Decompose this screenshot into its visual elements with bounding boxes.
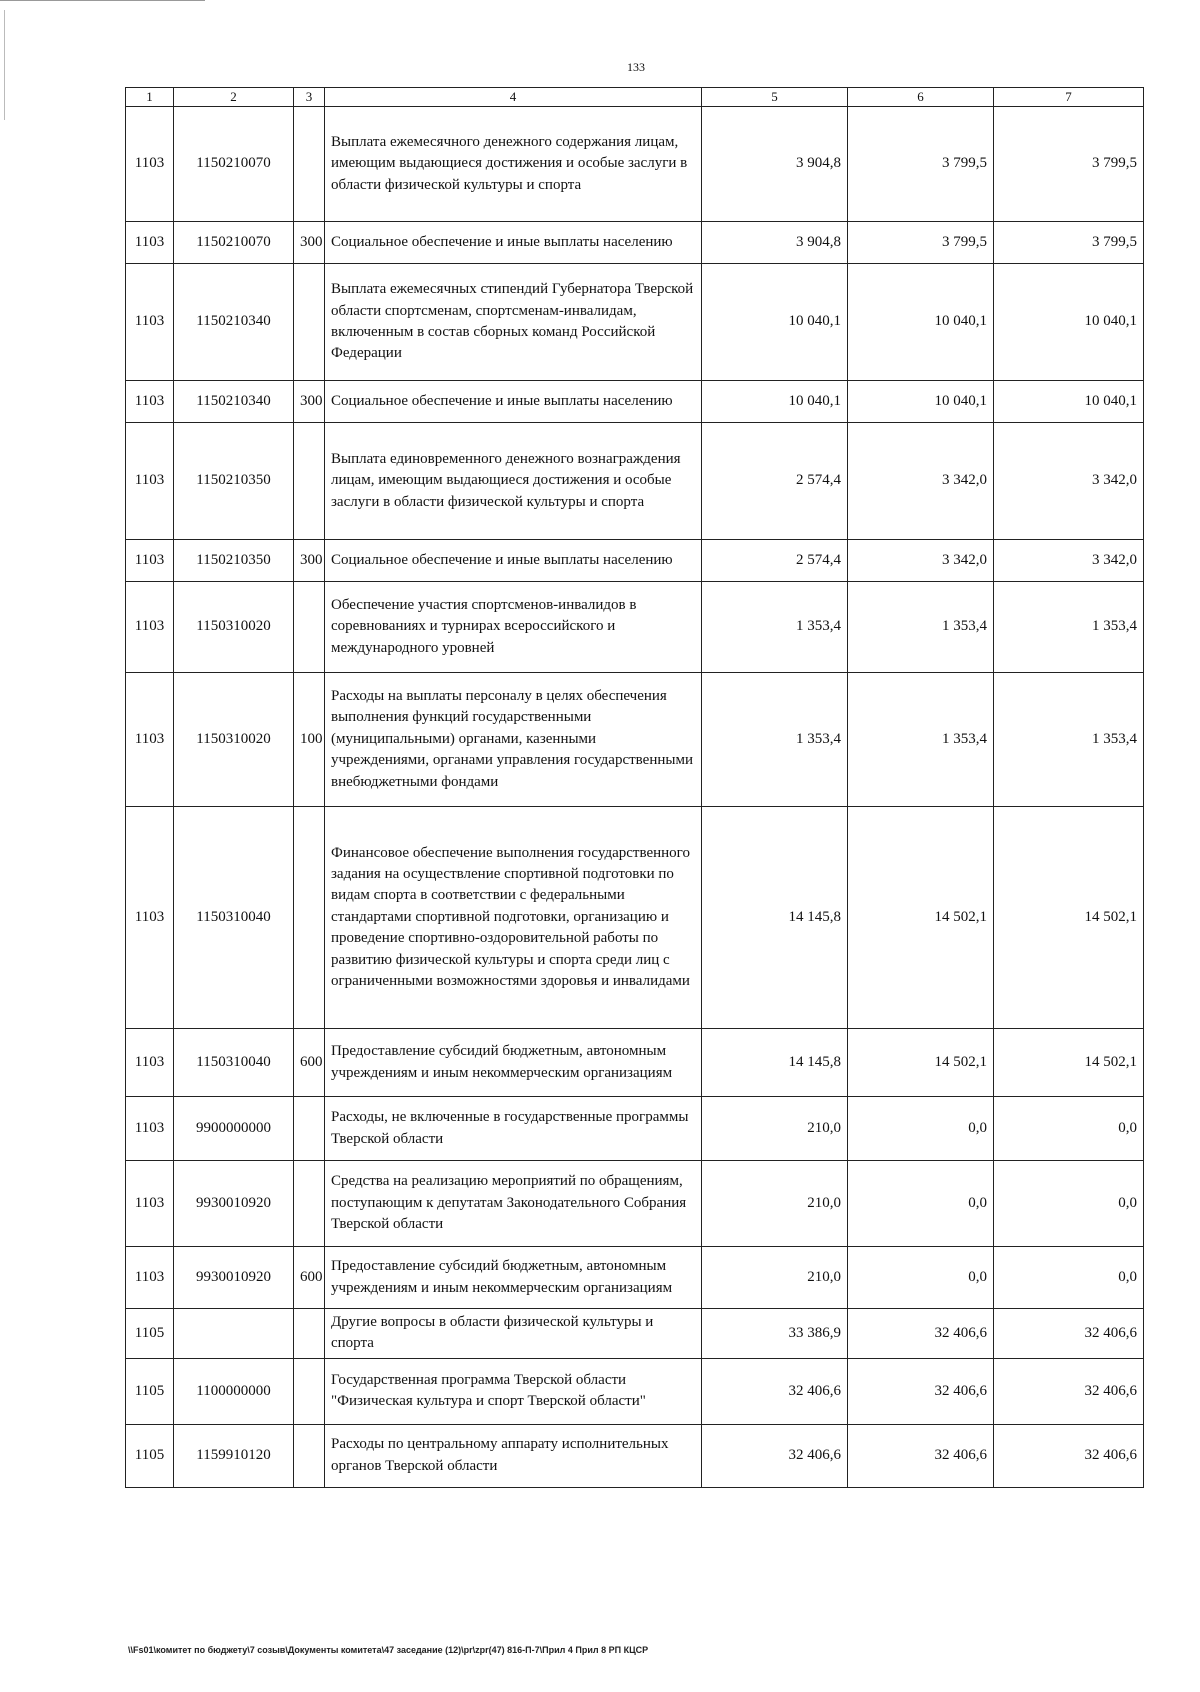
table-row (126, 1358, 1144, 1424)
cell-name: Финансовое обеспечение выполнения государственного задания на осуществление спортивной подготовки по видам спорта в соответствии с федеральными стандартами спортивной подготовки, организацию и проведение спортивно-оздоровительной работы по развитию физической культуры и спорта среди лиц с ограниченными возможностями здоровья и инвалидами (325, 807, 702, 1029)
cell-value-1: 210,0 (702, 1097, 848, 1161)
table-row (126, 381, 1144, 423)
cell-value-2: 32 406,6 (848, 1358, 994, 1424)
scan-edge-line (0, 0, 205, 1)
cell-expense-type (294, 582, 325, 673)
cell-expense-type (294, 1424, 325, 1487)
cell-value-1: 10 040,1 (702, 264, 848, 381)
cell-section: 1103 (126, 1161, 174, 1247)
table-row (126, 1424, 1144, 1487)
cell-value-1: 33 386,9 (702, 1309, 848, 1359)
cell-name: Социальное обеспечение и иные выплаты населению (325, 222, 702, 264)
cell-value-2: 0,0 (848, 1097, 994, 1161)
cell-target-code: 1150310040 (174, 1029, 294, 1097)
table-row (126, 1097, 1144, 1161)
cell-value-3: 10 040,1 (994, 381, 1144, 423)
cell-name: Выплата ежемесячного денежного содержания лицам, имеющим выдающиеся достижения и особые заслуги в области физической культуры и спорта (325, 107, 702, 222)
cell-section: 1103 (126, 540, 174, 582)
cell-expense-type: 300 (294, 222, 325, 264)
table-row (126, 423, 1144, 540)
cell-value-1: 1 353,4 (702, 673, 848, 807)
cell-name: Социальное обеспечение и иные выплаты населению (325, 540, 702, 582)
cell-value-1: 14 145,8 (702, 1029, 848, 1097)
cell-value-3: 1 353,4 (994, 582, 1144, 673)
cell-expense-type (294, 1358, 325, 1424)
cell-value-1: 3 904,8 (702, 107, 848, 222)
cell-section: 1103 (126, 1029, 174, 1097)
cell-value-2: 3 342,0 (848, 423, 994, 540)
cell-value-3: 3 799,5 (994, 107, 1144, 222)
cell-expense-type: 100 (294, 673, 325, 807)
cell-target-code: 1150210070 (174, 107, 294, 222)
cell-expense-type (294, 1309, 325, 1359)
cell-target-code: 1150310020 (174, 582, 294, 673)
cell-section: 1105 (126, 1424, 174, 1487)
cell-target-code: 1150210340 (174, 381, 294, 423)
cell-value-3: 3 342,0 (994, 423, 1144, 540)
cell-expense-type (294, 264, 325, 381)
table-row (126, 222, 1144, 264)
cell-value-1: 2 574,4 (702, 423, 848, 540)
col-header-value-2: 6 (848, 88, 994, 107)
table-row (126, 540, 1144, 582)
footer-file-path: \\Fs01\комитет по бюджету\7 созыв\Документы комитета\47 заседание (12)\pr\zpr(47) 816-П-7\Прил 4 Прил 8 РП КЦСР (128, 1645, 649, 1655)
cell-value-3: 3 342,0 (994, 540, 1144, 582)
cell-value-1: 10 040,1 (702, 381, 848, 423)
cell-value-3: 14 502,1 (994, 807, 1144, 1029)
cell-value-3: 1 353,4 (994, 673, 1144, 807)
cell-target-code: 1150310020 (174, 673, 294, 807)
cell-value-2: 0,0 (848, 1161, 994, 1247)
cell-value-3: 10 040,1 (994, 264, 1144, 381)
page-number: 133 (627, 60, 645, 74)
cell-target-code: 9930010920 (174, 1247, 294, 1309)
col-header-name: 4 (325, 88, 702, 107)
cell-value-1: 210,0 (702, 1247, 848, 1309)
cell-section: 1105 (126, 1358, 174, 1424)
table-row (126, 582, 1144, 673)
table-row (126, 1029, 1144, 1097)
cell-value-2: 3 799,5 (848, 107, 994, 222)
col-header-value-3: 7 (994, 88, 1144, 107)
cell-name: Расходы, не включенные в государственные программы Тверской области (325, 1097, 702, 1161)
cell-section: 1103 (126, 423, 174, 540)
cell-section: 1103 (126, 107, 174, 222)
cell-target-code: 1159910120 (174, 1424, 294, 1487)
cell-expense-type (294, 423, 325, 540)
table-row (126, 107, 1144, 222)
cell-name: Выплата единовременного денежного вознаграждения лицам, имеющим выдающиеся достижения и особые заслуги в области физической культуры и спорта (325, 423, 702, 540)
cell-name: Предоставление субсидий бюджетным, автономным учреждениям и иным некоммерческим организациям (325, 1247, 702, 1309)
cell-target-code: 1150210350 (174, 540, 294, 582)
cell-expense-type: 600 (294, 1029, 325, 1097)
cell-section: 1105 (126, 1309, 174, 1359)
cell-target-code: 1150210340 (174, 264, 294, 381)
cell-value-2: 14 502,1 (848, 1029, 994, 1097)
cell-value-2: 1 353,4 (848, 673, 994, 807)
col-header-code: 2 (174, 88, 294, 107)
cell-name: Расходы на выплаты персоналу в целях обеспечения выполнения функций государственными (муниципальными) органами, казенными учреждениями, органами управления государственными внебюджетными фондами (325, 673, 702, 807)
col-header-section: 1 (126, 88, 174, 107)
cell-value-2: 3 799,5 (848, 222, 994, 264)
cell-target-code: 1150210350 (174, 423, 294, 540)
cell-value-2: 32 406,6 (848, 1424, 994, 1487)
cell-value-3: 32 406,6 (994, 1424, 1144, 1487)
table-header (126, 88, 1144, 107)
cell-section: 1103 (126, 582, 174, 673)
cell-value-1: 32 406,6 (702, 1358, 848, 1424)
cell-value-2: 1 353,4 (848, 582, 994, 673)
cell-section: 1103 (126, 264, 174, 381)
cell-name: Социальное обеспечение и иные выплаты населению (325, 381, 702, 423)
cell-value-2: 0,0 (848, 1247, 994, 1309)
col-header-type: 3 (294, 88, 325, 107)
cell-value-1: 32 406,6 (702, 1424, 848, 1487)
cell-name: Средства на реализацию мероприятий по обращениям, поступающим к депутатам Законодательного Собрания Тверской области (325, 1161, 702, 1247)
cell-value-2: 10 040,1 (848, 381, 994, 423)
table-row (126, 1161, 1144, 1247)
cell-value-1: 1 353,4 (702, 582, 848, 673)
cell-target-code: 9930010920 (174, 1161, 294, 1247)
cell-value-2: 10 040,1 (848, 264, 994, 381)
cell-value-1: 210,0 (702, 1161, 848, 1247)
cell-section: 1103 (126, 807, 174, 1029)
cell-name: Другие вопросы в области физической культуры и спорта (325, 1309, 702, 1359)
cell-value-3: 0,0 (994, 1161, 1144, 1247)
cell-section: 1103 (126, 222, 174, 264)
cell-expense-type (294, 807, 325, 1029)
cell-section: 1103 (126, 673, 174, 807)
cell-name: Расходы по центральному аппарату исполнительных органов Тверской области (325, 1424, 702, 1487)
cell-value-1: 14 145,8 (702, 807, 848, 1029)
cell-name: Предоставление субсидий бюджетным, автономным учреждениям и иным некоммерческим организациям (325, 1029, 702, 1097)
cell-expense-type: 300 (294, 381, 325, 423)
cell-value-1: 3 904,8 (702, 222, 848, 264)
cell-value-3: 3 799,5 (994, 222, 1144, 264)
cell-value-3: 0,0 (994, 1247, 1144, 1309)
cell-target-code (174, 1309, 294, 1359)
table-row (126, 807, 1144, 1029)
cell-section: 1103 (126, 1097, 174, 1161)
cell-section: 1103 (126, 381, 174, 423)
budget-table (125, 87, 1144, 1488)
cell-value-3: 0,0 (994, 1097, 1144, 1161)
cell-expense-type: 600 (294, 1247, 325, 1309)
table-row (126, 1247, 1144, 1309)
cell-value-2: 3 342,0 (848, 540, 994, 582)
cell-value-2: 32 406,6 (848, 1309, 994, 1359)
table-row (126, 673, 1144, 807)
cell-name: Выплата ежемесячных стипендий Губернатора Тверской области спортсменам, спортсменам-инвалидам, включенным в состав сборных команд Российской Федерации (325, 264, 702, 381)
cell-expense-type: 300 (294, 540, 325, 582)
col-header-value-1: 5 (702, 88, 848, 107)
cell-target-code: 1150210070 (174, 222, 294, 264)
header-row (126, 88, 1144, 107)
cell-expense-type (294, 1161, 325, 1247)
cell-name: Государственная программа Тверской области "Физическая культура и спорт Тверской области" (325, 1358, 702, 1424)
table-row (126, 1309, 1144, 1359)
cell-value-3: 14 502,1 (994, 1029, 1144, 1097)
cell-value-3: 32 406,6 (994, 1358, 1144, 1424)
cell-section: 1103 (126, 1247, 174, 1309)
cell-value-3: 32 406,6 (994, 1309, 1144, 1359)
table-row (126, 264, 1144, 381)
table-body (126, 107, 1144, 1488)
cell-target-code: 1150310040 (174, 807, 294, 1029)
cell-expense-type (294, 107, 325, 222)
cell-name: Обеспечение участия спортсменов-инвалидов в соревнованиях и турнирах всероссийского и международного уровней (325, 582, 702, 673)
cell-value-1: 2 574,4 (702, 540, 848, 582)
cell-target-code: 1100000000 (174, 1358, 294, 1424)
cell-value-2: 14 502,1 (848, 807, 994, 1029)
cell-target-code: 9900000000 (174, 1097, 294, 1161)
cell-expense-type (294, 1097, 325, 1161)
